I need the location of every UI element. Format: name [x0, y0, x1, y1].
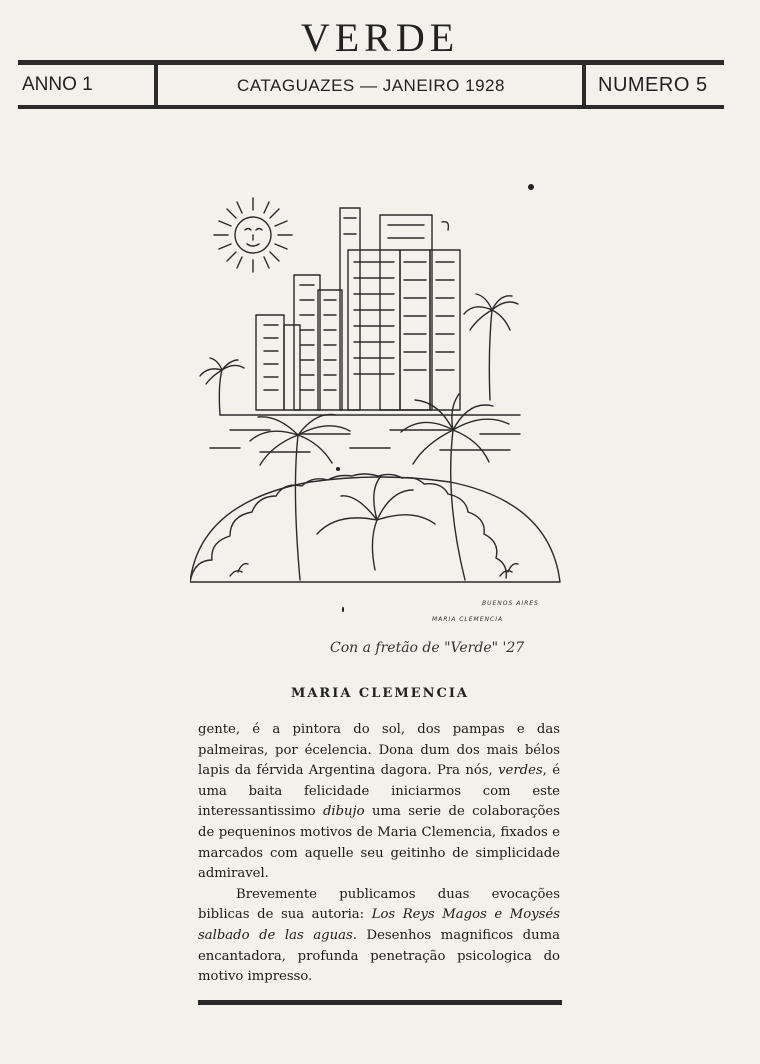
- article-body: [198, 720, 560, 988]
- city-palm-illustration: [190, 190, 570, 670]
- sun-drawing: [214, 198, 292, 272]
- masthead-divider: [582, 65, 586, 105]
- illustration-drawing: [190, 190, 570, 670]
- article-paragraph: [198, 885, 560, 988]
- masthead-title: VERDE: [300, 15, 460, 60]
- masthead-issue-number: NUMERO 5: [598, 74, 708, 96]
- masthead-top-rule: [18, 60, 724, 65]
- illustration-city-caption: BUENOS AIRES: [482, 600, 539, 607]
- text-run: , é uma baita felicidade iniciarmos com este interessantissimo: [198, 763, 560, 820]
- text-run: Brevemente publicamos duas evocações biblicas de sua autoria:: [198, 886, 560, 923]
- italic-text-run: Los Reys Magos e Moysés salbado de las aguas: [198, 907, 560, 943]
- masthead-place-date: CATAGUAZES — JANEIRO 1928: [237, 76, 505, 95]
- skyline-drawing: [256, 208, 460, 410]
- ink-speck: [336, 467, 340, 471]
- masthead-bottom-rule: [18, 105, 724, 109]
- italic-text-run: dibujo: [322, 804, 365, 820]
- small-palm-drawings: [200, 294, 518, 415]
- text-run: uma serie de colaborações de pequeninos motivos de Maria Clemencia, fixados e marcados com aquelle seu geitinho de simplicidade admiravel.: [198, 804, 560, 882]
- ink-speck: [342, 607, 344, 612]
- illustration-dedication: Con a fretão de "Verde" '27: [330, 640, 525, 656]
- text-run: gente, é a pintora do sol, dos pampas e das palmeiras, por écelencia. Dona dum dos mais bélos lapis da férvida Argentina dagora. Pra nós,: [198, 722, 560, 779]
- italic-text-run: verdes: [498, 763, 543, 779]
- article-end-rule: [198, 1000, 562, 1005]
- illustration-artist-caption: MARIA CLEMENCIA: [432, 616, 504, 623]
- article-heading: MARIA CLEMENCIA: [290, 686, 470, 701]
- masthead-divider: [154, 65, 158, 105]
- article-paragraph: [198, 720, 560, 885]
- text-run: . Desenhos magnificos duma encantadora, profunda penetração psicologica do motivo impresso.: [198, 927, 560, 985]
- masthead-year: ANNO 1: [22, 74, 93, 95]
